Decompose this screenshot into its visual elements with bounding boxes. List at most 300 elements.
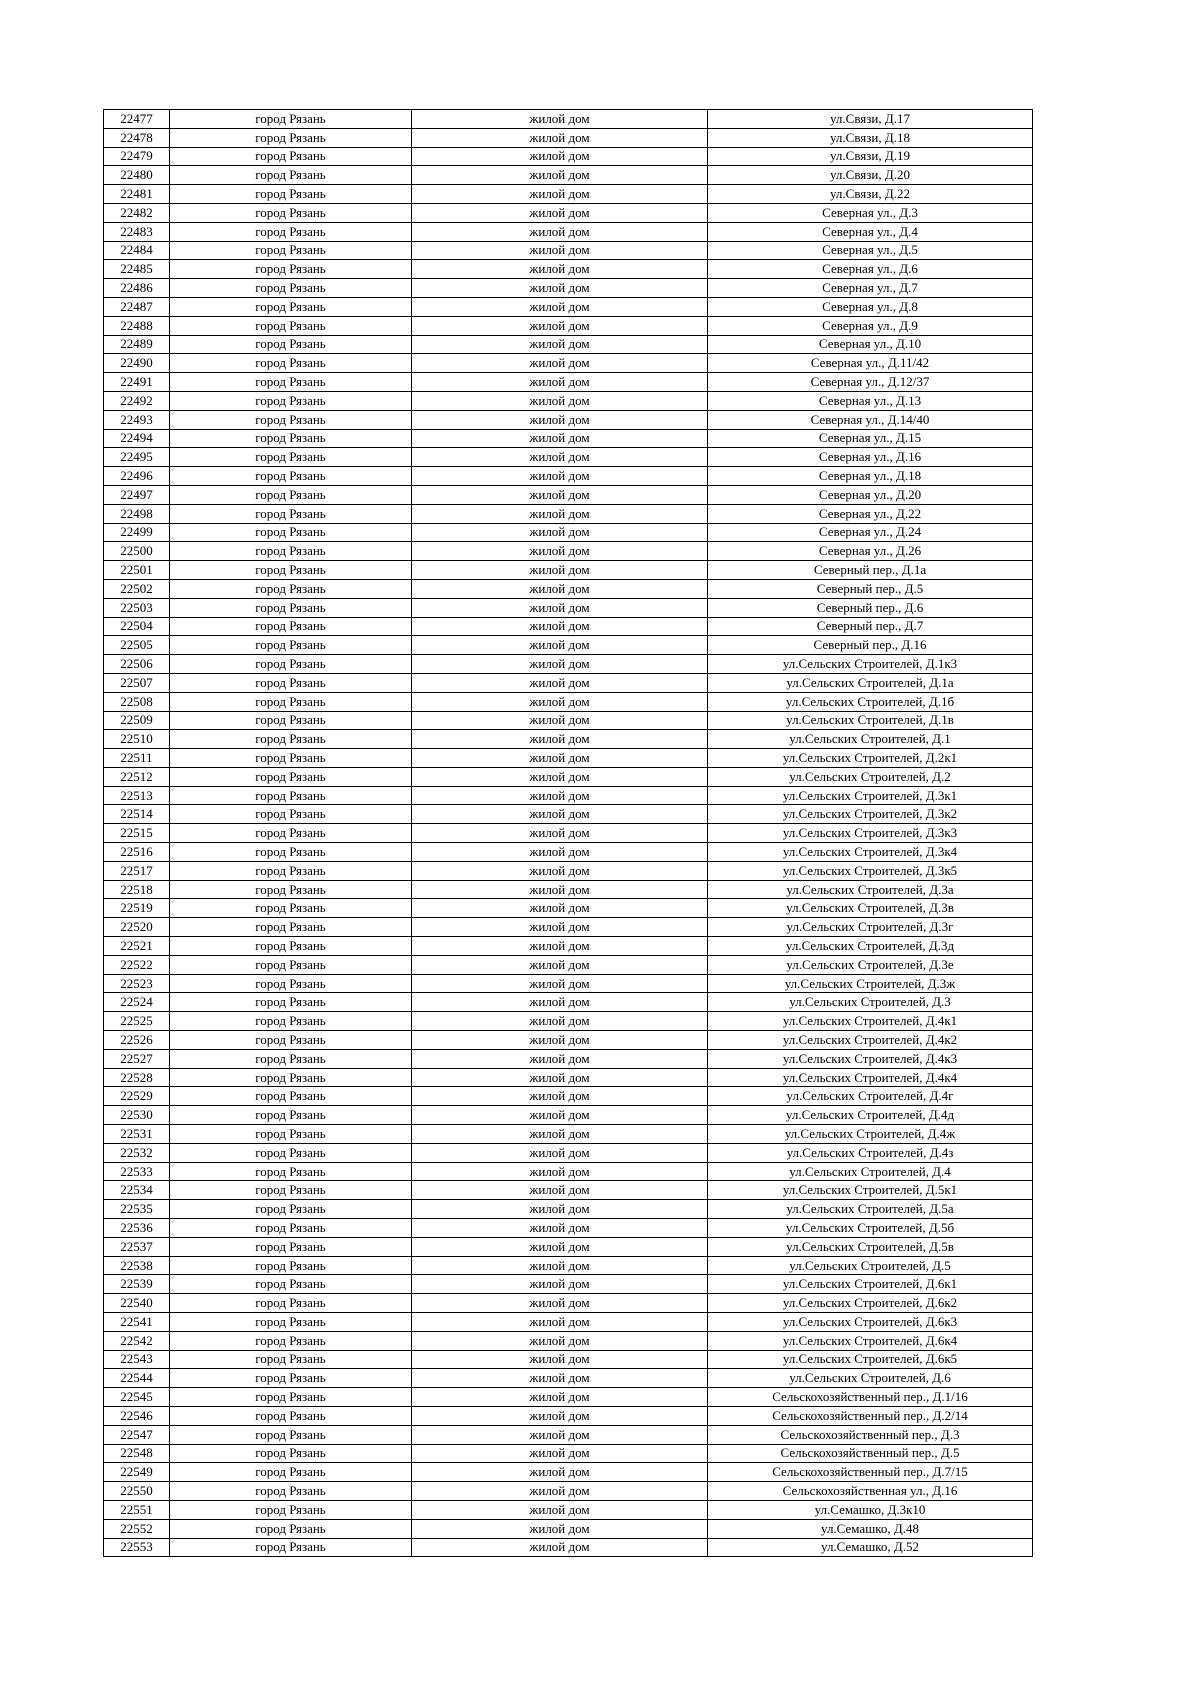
object-type-cell: жилой дом xyxy=(412,579,708,598)
object-type-cell: жилой дом xyxy=(412,1049,708,1068)
city-cell: город Рязань xyxy=(170,166,412,185)
table-row xyxy=(104,1406,1033,1425)
table-row xyxy=(104,824,1033,843)
record-number-cell: 22509 xyxy=(104,711,170,730)
object-type-cell: жилой дом xyxy=(412,805,708,824)
table-row xyxy=(104,561,1033,580)
table-row xyxy=(104,1294,1033,1313)
record-number-cell: 22545 xyxy=(104,1388,170,1407)
city-cell: город Рязань xyxy=(170,1406,412,1425)
object-type-cell: жилой дом xyxy=(412,504,708,523)
address-cell: ул.Сельских Строителей, Д.3в xyxy=(708,899,1033,918)
object-type-cell: жилой дом xyxy=(412,260,708,279)
object-type-cell: жилой дом xyxy=(412,241,708,260)
address-cell: ул.Сельских Строителей, Д.6к4 xyxy=(708,1331,1033,1350)
table-row xyxy=(104,974,1033,993)
table-row xyxy=(104,1125,1033,1144)
city-cell: город Рязань xyxy=(170,1049,412,1068)
city-cell: город Рязань xyxy=(170,1425,412,1444)
table-row xyxy=(104,1219,1033,1238)
table-row xyxy=(104,1143,1033,1162)
city-cell: город Рязань xyxy=(170,730,412,749)
city-cell: город Рязань xyxy=(170,1143,412,1162)
city-cell: город Рязань xyxy=(170,203,412,222)
city-cell: город Рязань xyxy=(170,1313,412,1332)
table-row xyxy=(104,485,1033,504)
city-cell: город Рязань xyxy=(170,1275,412,1294)
object-type-cell: жилой дом xyxy=(412,222,708,241)
record-number-cell: 22480 xyxy=(104,166,170,185)
object-type-cell: жилой дом xyxy=(412,955,708,974)
address-cell: ул.Связи, Д.20 xyxy=(708,166,1033,185)
record-number-cell: 22511 xyxy=(104,749,170,768)
table-row xyxy=(104,673,1033,692)
object-type-cell: жилой дом xyxy=(412,1031,708,1050)
city-cell: город Рязань xyxy=(170,297,412,316)
table-row xyxy=(104,1369,1033,1388)
address-cell: ул.Связи, Д.22 xyxy=(708,185,1033,204)
table-row xyxy=(104,1106,1033,1125)
table-row xyxy=(104,222,1033,241)
object-type-cell: жилой дом xyxy=(412,899,708,918)
object-type-cell: жилой дом xyxy=(412,1012,708,1031)
table-row xyxy=(104,1275,1033,1294)
table-row xyxy=(104,1181,1033,1200)
address-cell: ул.Сельских Строителей, Д.4к4 xyxy=(708,1068,1033,1087)
record-number-cell: 22491 xyxy=(104,373,170,392)
address-cell: Сельскохозяйственный пер., Д.5 xyxy=(708,1444,1033,1463)
record-number-cell: 22536 xyxy=(104,1219,170,1238)
address-cell: Северная ул., Д.9 xyxy=(708,316,1033,335)
city-cell: город Рязань xyxy=(170,1256,412,1275)
record-number-cell: 22519 xyxy=(104,899,170,918)
object-type-cell: жилой дом xyxy=(412,655,708,674)
record-number-cell: 22489 xyxy=(104,335,170,354)
city-cell: город Рязань xyxy=(170,974,412,993)
record-number-cell: 22539 xyxy=(104,1275,170,1294)
record-number-cell: 22479 xyxy=(104,147,170,166)
table-row xyxy=(104,185,1033,204)
city-cell: город Рязань xyxy=(170,1482,412,1501)
object-type-cell: жилой дом xyxy=(412,1143,708,1162)
object-type-cell: жилой дом xyxy=(412,429,708,448)
record-number-cell: 22516 xyxy=(104,843,170,862)
record-number-cell: 22499 xyxy=(104,523,170,542)
object-type-cell: жилой дом xyxy=(412,110,708,129)
table-row xyxy=(104,1538,1033,1557)
object-type-cell: жилой дом xyxy=(412,203,708,222)
city-cell: город Рязань xyxy=(170,617,412,636)
object-type-cell: жилой дом xyxy=(412,993,708,1012)
address-cell: Северная ул., Д.13 xyxy=(708,391,1033,410)
object-type-cell: жилой дом xyxy=(412,749,708,768)
table-row xyxy=(104,1162,1033,1181)
object-type-cell: жилой дом xyxy=(412,1313,708,1332)
record-number-cell: 22503 xyxy=(104,598,170,617)
object-type-cell: жилой дом xyxy=(412,1237,708,1256)
city-cell: город Рязань xyxy=(170,1125,412,1144)
address-cell: Сельскохозяйственный пер., Д.1/16 xyxy=(708,1388,1033,1407)
object-type-cell: жилой дом xyxy=(412,1275,708,1294)
address-cell: Северная ул., Д.26 xyxy=(708,542,1033,561)
object-type-cell: жилой дом xyxy=(412,1350,708,1369)
record-number-cell: 22543 xyxy=(104,1350,170,1369)
record-number-cell: 22512 xyxy=(104,767,170,786)
city-cell: город Рязань xyxy=(170,673,412,692)
table-row xyxy=(104,1388,1033,1407)
address-cell: ул.Сельских Строителей, Д.1а xyxy=(708,673,1033,692)
record-number-cell: 22553 xyxy=(104,1538,170,1557)
table-row xyxy=(104,260,1033,279)
table-row xyxy=(104,1031,1033,1050)
address-cell: ул.Сельских Строителей, Д.3к4 xyxy=(708,843,1033,862)
record-number-cell: 22501 xyxy=(104,561,170,580)
record-number-cell: 22533 xyxy=(104,1162,170,1181)
record-number-cell: 22497 xyxy=(104,485,170,504)
city-cell: город Рязань xyxy=(170,786,412,805)
address-cell: Сельскохозяйственная ул., Д.16 xyxy=(708,1482,1033,1501)
object-type-cell: жилой дом xyxy=(412,918,708,937)
record-number-cell: 22484 xyxy=(104,241,170,260)
address-cell: Сельскохозяйственный пер., Д.2/14 xyxy=(708,1406,1033,1425)
table-row xyxy=(104,128,1033,147)
table-row xyxy=(104,110,1033,129)
table-row xyxy=(104,1087,1033,1106)
record-number-cell: 22500 xyxy=(104,542,170,561)
table-row xyxy=(104,1425,1033,1444)
object-type-cell: жилой дом xyxy=(412,861,708,880)
object-type-cell: жилой дом xyxy=(412,636,708,655)
address-cell: ул.Сельских Строителей, Д.3к2 xyxy=(708,805,1033,824)
address-cell: ул.Сельских Строителей, Д.5б xyxy=(708,1219,1033,1238)
record-number-cell: 22504 xyxy=(104,617,170,636)
address-cell: ул.Сельских Строителей, Д.1б xyxy=(708,692,1033,711)
address-cell: Северная ул., Д.15 xyxy=(708,429,1033,448)
table-row xyxy=(104,636,1033,655)
city-cell: город Рязань xyxy=(170,636,412,655)
city-cell: город Рязань xyxy=(170,222,412,241)
record-number-cell: 22486 xyxy=(104,279,170,298)
object-type-cell: жилой дом xyxy=(412,373,708,392)
object-type-cell: жилой дом xyxy=(412,974,708,993)
city-cell: город Рязань xyxy=(170,185,412,204)
address-cell: ул.Сельских Строителей, Д.3к3 xyxy=(708,824,1033,843)
table-row xyxy=(104,203,1033,222)
table-row xyxy=(104,166,1033,185)
record-number-cell: 22508 xyxy=(104,692,170,711)
object-type-cell: жилой дом xyxy=(412,1538,708,1557)
table-row xyxy=(104,861,1033,880)
table-row xyxy=(104,241,1033,260)
city-cell: город Рязань xyxy=(170,692,412,711)
address-cell: ул.Связи, Д.18 xyxy=(708,128,1033,147)
table-row xyxy=(104,335,1033,354)
table-row xyxy=(104,880,1033,899)
table-row xyxy=(104,297,1033,316)
object-type-cell: жилой дом xyxy=(412,542,708,561)
record-number-cell: 22526 xyxy=(104,1031,170,1050)
table-row xyxy=(104,937,1033,956)
record-number-cell: 22494 xyxy=(104,429,170,448)
table-row xyxy=(104,805,1033,824)
record-number-cell: 22524 xyxy=(104,993,170,1012)
object-type-cell: жилой дом xyxy=(412,617,708,636)
address-cell: ул.Сельских Строителей, Д.1 xyxy=(708,730,1033,749)
address-cell: ул.Сельских Строителей, Д.1в xyxy=(708,711,1033,730)
object-type-cell: жилой дом xyxy=(412,1256,708,1275)
record-number-cell: 22548 xyxy=(104,1444,170,1463)
city-cell: город Рязань xyxy=(170,993,412,1012)
record-number-cell: 22547 xyxy=(104,1425,170,1444)
address-cell: Северная ул., Д.14/40 xyxy=(708,410,1033,429)
record-number-cell: 22490 xyxy=(104,354,170,373)
table-row xyxy=(104,730,1033,749)
object-type-cell: жилой дом xyxy=(412,1106,708,1125)
record-number-cell: 22551 xyxy=(104,1500,170,1519)
object-type-cell: жилой дом xyxy=(412,843,708,862)
address-cell: ул.Семашко, Д.52 xyxy=(708,1538,1033,1557)
table-row xyxy=(104,993,1033,1012)
record-number-cell: 22535 xyxy=(104,1200,170,1219)
object-type-cell: жилой дом xyxy=(412,1369,708,1388)
record-number-cell: 22523 xyxy=(104,974,170,993)
table-row xyxy=(104,749,1033,768)
record-number-cell: 22488 xyxy=(104,316,170,335)
object-type-cell: жилой дом xyxy=(412,166,708,185)
record-number-cell: 22546 xyxy=(104,1406,170,1425)
address-cell: Северная ул., Д.7 xyxy=(708,279,1033,298)
record-number-cell: 22507 xyxy=(104,673,170,692)
object-type-cell: жилой дом xyxy=(412,711,708,730)
record-number-cell: 22521 xyxy=(104,937,170,956)
record-number-cell: 22482 xyxy=(104,203,170,222)
object-type-cell: жилой дом xyxy=(412,786,708,805)
table-row xyxy=(104,373,1033,392)
address-cell: Северный пер., Д.5 xyxy=(708,579,1033,598)
record-number-cell: 22527 xyxy=(104,1049,170,1068)
table-row xyxy=(104,354,1033,373)
table-row xyxy=(104,692,1033,711)
address-cell: ул.Сельских Строителей, Д.6к2 xyxy=(708,1294,1033,1313)
address-cell: ул.Сельских Строителей, Д.3ж xyxy=(708,974,1033,993)
record-number-cell: 22529 xyxy=(104,1087,170,1106)
table-row xyxy=(104,1049,1033,1068)
city-cell: город Рязань xyxy=(170,955,412,974)
object-type-cell: жилой дом xyxy=(412,880,708,899)
object-type-cell: жилой дом xyxy=(412,1200,708,1219)
city-cell: город Рязань xyxy=(170,1388,412,1407)
city-cell: город Рязань xyxy=(170,1200,412,1219)
object-type-cell: жилой дом xyxy=(412,1125,708,1144)
city-cell: город Рязань xyxy=(170,110,412,129)
city-cell: город Рязань xyxy=(170,918,412,937)
table-row xyxy=(104,655,1033,674)
object-type-cell: жилой дом xyxy=(412,1068,708,1087)
record-number-cell: 22538 xyxy=(104,1256,170,1275)
address-cell: ул.Связи, Д.19 xyxy=(708,147,1033,166)
city-cell: город Рязань xyxy=(170,1068,412,1087)
record-number-cell: 22502 xyxy=(104,579,170,598)
table-row xyxy=(104,147,1033,166)
object-type-cell: жилой дом xyxy=(412,410,708,429)
address-cell: Северная ул., Д.10 xyxy=(708,335,1033,354)
city-cell: город Рязань xyxy=(170,1106,412,1125)
address-cell: Северная ул., Д.20 xyxy=(708,485,1033,504)
city-cell: город Рязань xyxy=(170,655,412,674)
city-cell: город Рязань xyxy=(170,128,412,147)
object-type-cell: жилой дом xyxy=(412,598,708,617)
record-number-cell: 22493 xyxy=(104,410,170,429)
address-cell: ул.Сельских Строителей, Д.4з xyxy=(708,1143,1033,1162)
table-row xyxy=(104,429,1033,448)
address-cell: Северная ул., Д.4 xyxy=(708,222,1033,241)
city-cell: город Рязань xyxy=(170,147,412,166)
city-cell: город Рязань xyxy=(170,843,412,862)
city-cell: город Рязань xyxy=(170,391,412,410)
city-cell: город Рязань xyxy=(170,1350,412,1369)
record-number-cell: 22522 xyxy=(104,955,170,974)
city-cell: город Рязань xyxy=(170,767,412,786)
city-cell: город Рязань xyxy=(170,861,412,880)
address-cell: Северная ул., Д.18 xyxy=(708,467,1033,486)
object-type-cell: жилой дом xyxy=(412,391,708,410)
address-cell: Северный пер., Д.1а xyxy=(708,561,1033,580)
table-row xyxy=(104,786,1033,805)
table-row xyxy=(104,598,1033,617)
address-cell: Северная ул., Д.8 xyxy=(708,297,1033,316)
table-row xyxy=(104,1350,1033,1369)
object-type-cell: жилой дом xyxy=(412,937,708,956)
address-cell: ул.Сельских Строителей, Д.4к2 xyxy=(708,1031,1033,1050)
city-cell: город Рязань xyxy=(170,1519,412,1538)
record-number-cell: 22517 xyxy=(104,861,170,880)
table-row xyxy=(104,918,1033,937)
city-cell: город Рязань xyxy=(170,429,412,448)
object-type-cell: жилой дом xyxy=(412,1331,708,1350)
record-number-cell: 22534 xyxy=(104,1181,170,1200)
city-cell: город Рязань xyxy=(170,467,412,486)
table-row xyxy=(104,1256,1033,1275)
record-number-cell: 22544 xyxy=(104,1369,170,1388)
object-type-cell: жилой дом xyxy=(412,1519,708,1538)
city-cell: город Рязань xyxy=(170,749,412,768)
address-cell: ул.Сельских Строителей, Д.2к1 xyxy=(708,749,1033,768)
address-cell: ул.Сельских Строителей, Д.1к3 xyxy=(708,655,1033,674)
address-cell: ул.Сельских Строителей, Д.6 xyxy=(708,1369,1033,1388)
address-cell: ул.Сельских Строителей, Д.4д xyxy=(708,1106,1033,1125)
address-cell: ул.Сельских Строителей, Д.4к3 xyxy=(708,1049,1033,1068)
record-number-cell: 22525 xyxy=(104,1012,170,1031)
city-cell: город Рязань xyxy=(170,1012,412,1031)
address-cell: ул.Связи, Д.17 xyxy=(708,110,1033,129)
table-row xyxy=(104,504,1033,523)
address-cell: Северная ул., Д.22 xyxy=(708,504,1033,523)
address-cell: Северная ул., Д.6 xyxy=(708,260,1033,279)
address-cell: ул.Семашко, Д.3к10 xyxy=(708,1500,1033,1519)
city-cell: город Рязань xyxy=(170,335,412,354)
address-cell: ул.Сельских Строителей, Д.4 xyxy=(708,1162,1033,1181)
city-cell: город Рязань xyxy=(170,1237,412,1256)
address-cell: ул.Сельских Строителей, Д.3е xyxy=(708,955,1033,974)
table-row xyxy=(104,1519,1033,1538)
record-number-cell: 22541 xyxy=(104,1313,170,1332)
object-type-cell: жилой дом xyxy=(412,824,708,843)
city-cell: город Рязань xyxy=(170,579,412,598)
object-type-cell: жилой дом xyxy=(412,1219,708,1238)
object-type-cell: жилой дом xyxy=(412,561,708,580)
object-type-cell: жилой дом xyxy=(412,1181,708,1200)
object-type-cell: жилой дом xyxy=(412,147,708,166)
record-number-cell: 22513 xyxy=(104,786,170,805)
address-cell: ул.Сельских Строителей, Д.6к1 xyxy=(708,1275,1033,1294)
city-cell: город Рязань xyxy=(170,1162,412,1181)
object-type-cell: жилой дом xyxy=(412,485,708,504)
address-cell: Сельскохозяйственный пер., Д.3 xyxy=(708,1425,1033,1444)
address-cell: Северная ул., Д.16 xyxy=(708,448,1033,467)
address-cell: ул.Сельских Строителей, Д.5а xyxy=(708,1200,1033,1219)
city-cell: город Рязань xyxy=(170,448,412,467)
record-number-cell: 22496 xyxy=(104,467,170,486)
object-type-cell: жилой дом xyxy=(412,297,708,316)
object-type-cell: жилой дом xyxy=(412,1087,708,1106)
address-cell: ул.Сельских Строителей, Д.3г xyxy=(708,918,1033,937)
city-cell: город Рязань xyxy=(170,260,412,279)
city-cell: город Рязань xyxy=(170,824,412,843)
record-number-cell: 22498 xyxy=(104,504,170,523)
address-cell: ул.Сельских Строителей, Д.6к3 xyxy=(708,1313,1033,1332)
object-type-cell: жилой дом xyxy=(412,185,708,204)
city-cell: город Рязань xyxy=(170,1181,412,1200)
address-cell: ул.Сельских Строителей, Д.3 xyxy=(708,993,1033,1012)
table-row xyxy=(104,410,1033,429)
address-cell: Северный пер., Д.7 xyxy=(708,617,1033,636)
table-row xyxy=(104,1200,1033,1219)
object-type-cell: жилой дом xyxy=(412,128,708,147)
record-number-cell: 22540 xyxy=(104,1294,170,1313)
address-cell: ул.Сельских Строителей, Д.4ж xyxy=(708,1125,1033,1144)
city-cell: город Рязань xyxy=(170,711,412,730)
record-number-cell: 22477 xyxy=(104,110,170,129)
address-cell: Северный пер., Д.6 xyxy=(708,598,1033,617)
table-row xyxy=(104,711,1033,730)
table-row xyxy=(104,899,1033,918)
address-cell: ул.Сельских Строителей, Д.4г xyxy=(708,1087,1033,1106)
housing-registry-table xyxy=(103,109,1033,1557)
table-row xyxy=(104,1444,1033,1463)
city-cell: город Рязань xyxy=(170,1219,412,1238)
city-cell: город Рязань xyxy=(170,1087,412,1106)
object-type-cell: жилой дом xyxy=(412,730,708,749)
object-type-cell: жилой дом xyxy=(412,467,708,486)
table-row xyxy=(104,542,1033,561)
city-cell: город Рязань xyxy=(170,1463,412,1482)
object-type-cell: жилой дом xyxy=(412,1388,708,1407)
city-cell: город Рязань xyxy=(170,598,412,617)
object-type-cell: жилой дом xyxy=(412,354,708,373)
record-number-cell: 22537 xyxy=(104,1237,170,1256)
address-cell: Северная ул., Д.24 xyxy=(708,523,1033,542)
record-number-cell: 22505 xyxy=(104,636,170,655)
city-cell: город Рязань xyxy=(170,1444,412,1463)
object-type-cell: жилой дом xyxy=(412,673,708,692)
registry-table-body xyxy=(104,110,1033,1557)
table-row xyxy=(104,523,1033,542)
table-row xyxy=(104,617,1033,636)
address-cell: Северная ул., Д.5 xyxy=(708,241,1033,260)
city-cell: город Рязань xyxy=(170,316,412,335)
object-type-cell: жилой дом xyxy=(412,1406,708,1425)
city-cell: город Рязань xyxy=(170,561,412,580)
